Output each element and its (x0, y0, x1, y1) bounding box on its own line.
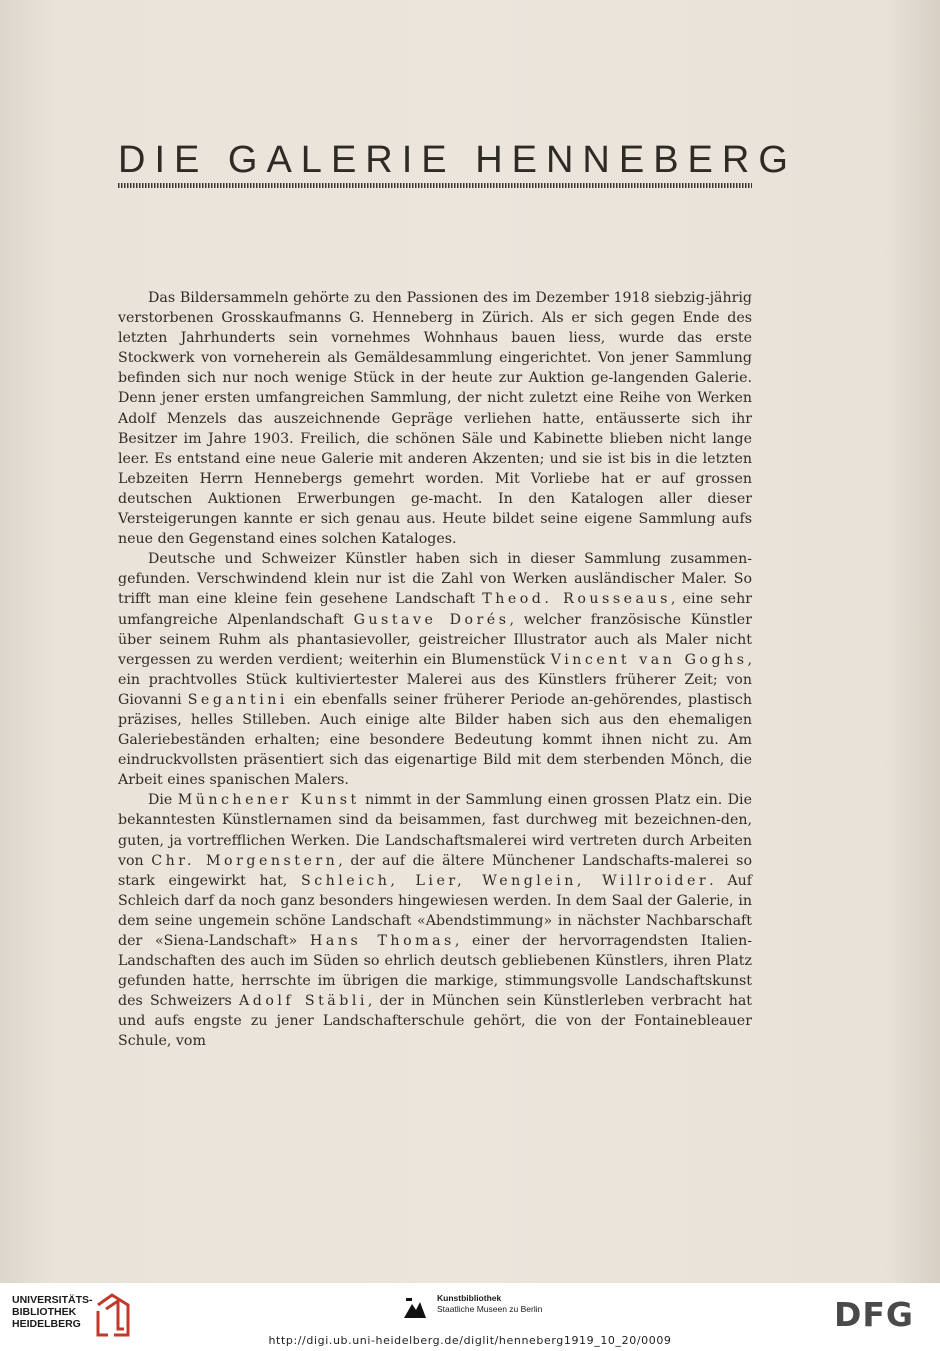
text-run: Das Bildersammeln gehörte zu den Passionen des im Dezember 1918 siebzig-jährig verstorbenen Grosskaufmanns G. Henneberg in Zürich. Als er sich gegen Ende des letzten Jahrhunderts sein vornehmes Wohnhaus bauen liess, wurde das erste Stockwerk von vorneherein als Gemäldesammlung eingerichtet. Von jener Sammlung befinden sich nur noch wenige Stück in der heute zur Auktion ge-langenden Galerie. Denn jener ersten umfangreichen Sammlung, der nicht zuletzt eine Reihe von Werken Adolf Menzels das auszeichnende Gepräge verliehen hatte, entäusserte sich ihr Besitzer im Jahre 1903. Freilich, die schönen Säle und Kabinette blieben nicht lange leer. Es entstand eine neue Galerie mit anderen Akzenten; und sie ist bis in die letzten Lebzeiten Herrn Hennebergs gemehrt worden. Mit Vorliebe hat er auf grossen deutschen Auktionen Erwerbungen ge-macht. In den Katalogen aller dieser Versteigerungen kannte er sich genau aus. Heute bildet seine eigene Sammlung aufs neue den Gegenstand eines solchen Kataloges. (118, 290, 752, 548)
library-name-line: BIBLIOTHEK (12, 1306, 77, 1318)
emphasized-name: Segantini (187, 691, 288, 708)
emphasized-name: Hans Thomas (310, 933, 455, 949)
text-run: , der in München sein Künstlerleben verbracht hat und aufs engste zu jener Landschafterschule gehört, die von der Fontainebleauer Schule, vom (118, 993, 752, 1050)
title-rule (118, 183, 752, 188)
dfg-logo[interactable]: DFG (834, 1295, 915, 1334)
library-name-line: HEIDELBERG (12, 1318, 81, 1330)
page-url[interactable]: http://digi.ub.uni-heidelberg.de/diglit/henneberg1919_10_20/0009 (268, 1334, 672, 1347)
text-run: , ein prachtvolles Stück kultiviertester Malerei aus des Künstlers früherer Zeit; von Giovanni (118, 651, 752, 708)
emphasized-name: Vincent van Goghs (550, 651, 748, 668)
emphasized-name: Münchener Kunst (177, 792, 360, 809)
kunstbibliothek-logo-icon[interactable] (400, 1294, 430, 1324)
partner-credit (437, 1293, 542, 1315)
paragraph (118, 790, 752, 1051)
emphasized-name: Gustave Dorés (353, 611, 510, 628)
partner-subtitle: Staatliche Museen zu Berlin (437, 1304, 543, 1314)
text-run: Die (148, 792, 178, 809)
text-run: , eine sehr umfangreiche Alpenlandschaft (118, 591, 752, 628)
ub-heidelberg-logo-icon[interactable] (94, 1291, 132, 1339)
text-run: , der auf die ältere Münchener Landschafts-malerei so stark eingewirkt hat, (118, 852, 752, 889)
paragraph (118, 288, 752, 549)
text-run: Deutsche und Schweizer Künstler haben sich in dieser Sammlung zusammen-gefunden. Verschwindend klein nur ist die Zahl von Werken ausländischer Maler. So trifft man eine kleine fein gesehene Landschaft (118, 551, 752, 608)
text-run: nimmt in der Sammlung einen grossen Platz ein. Die bekanntesten Künstlernamen sind da beisammen, fast durchweg mit bezeichnen-den, guten, ja vortrefflichen Werken. Die Landschaftsmalerei wird vertreten durch Arbeiten von (118, 792, 752, 869)
emphasized-name: Schleich, Lier, Wenglein, Willroider (300, 872, 710, 889)
emphasized-name: Chr. Morgenstern (151, 852, 339, 869)
paragraph (118, 549, 752, 790)
library-name-line: UNIVERSITÄTS- (12, 1294, 93, 1306)
text-run: , einer der hervorragendsten Italien-Landschaften des auch im Süden so ehrlich deutsch gebliebenen Künstlers, ihren Platz gefunden hatte, herrschte im übrigen die markige, stimmungsvolle Landschaftskunst des Schweizers (118, 933, 753, 1010)
library-name[interactable] (12, 1294, 93, 1330)
partner-name: Kunstbibliothek (437, 1293, 502, 1303)
emphasized-name: Adolf Stäbli (239, 993, 368, 1010)
article-body (118, 288, 752, 1052)
page-title: DIE GALERIE HENNEBERG (118, 139, 797, 181)
text-run: , welcher französische Künstler über seinem Ruhm als phantasievoller, geistreicher Illustrator auch als Maler nicht vergessen zu werden verdient; weiterhin ein Blumenstück (118, 611, 752, 668)
text-run: ein ebenfalls seiner früherer Periode an-gehörendes, plastisch präzises, helles Stilleben. Auch einige alte Bilder haben sich aus den ehemaligen Galeriebeständen erhalten; eine besondere Bedeutung kommt ihnen nicht zu. Am eindruckvollsten präsentiert sich das eigenartige Bild mit dem sterbenden Mönch, die Arbeit eines spanischen Malers. (118, 691, 752, 789)
text-run: . Auf Schleich darf da noch ganz besonders hingewiesen werden. In dem Saal der Galerie, in dem seine ungemein schöne Landschaft «Abendstimmung» in nächster Nachbarschaft der «Siena-Landschaft» (118, 872, 752, 949)
emphasized-name: Theod. Rousseaus (482, 591, 671, 608)
